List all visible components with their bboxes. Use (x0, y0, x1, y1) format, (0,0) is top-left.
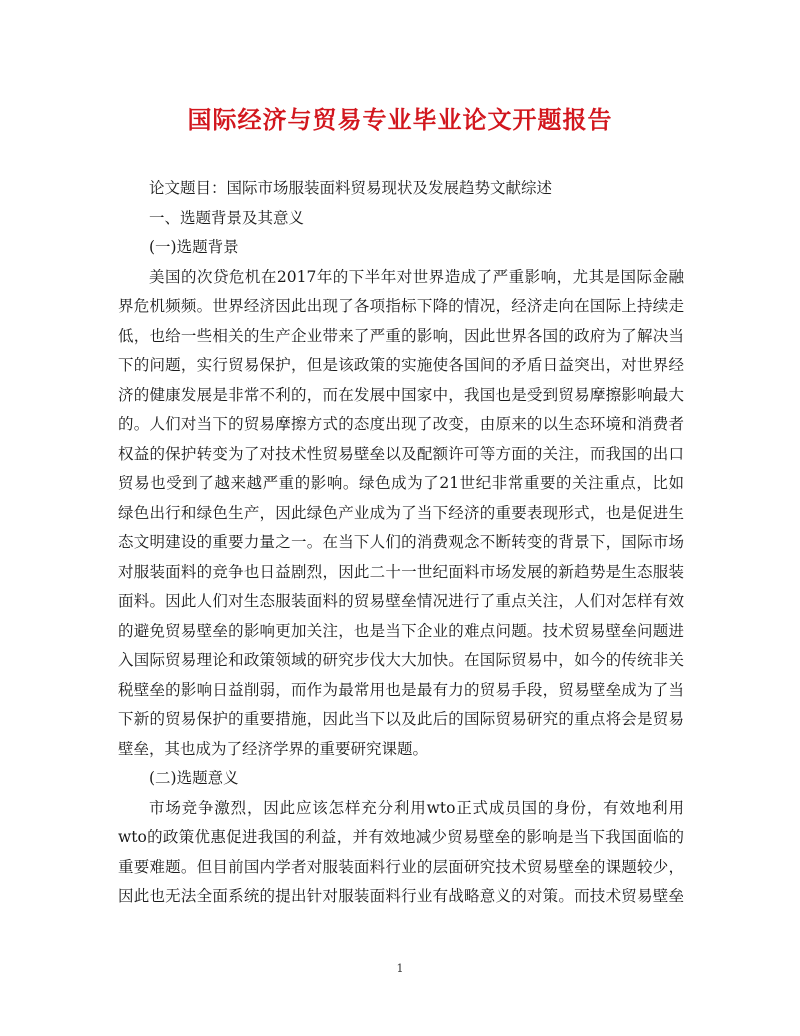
paragraph-line: 市场竞争激烈，因此应该怎样充分利用wto正式成员国的身份，有效地利用 (149, 798, 684, 817)
paragraph-line: 界危机频频。世界经济因此出现了各项指标下降的情况，经济走向在国际上持续走 (118, 297, 684, 315)
paragraph-line: 态文明建设的重要力量之一。在当下人们的消费观念不断转变的背景下，国际市场 (118, 533, 684, 551)
paragraph-line: 下新的贸易保护的重要措施，因此当下以及此后的国际贸易研究的重点将会是贸易 (118, 710, 684, 728)
paragraph-line: 贸易也受到了越来越严重的影响。绿色成为了21世纪非常重要的关注重点，比如 (118, 474, 684, 492)
paragraph-line: 重要难题。但目前国内学者对服装面料行业的层面研究技术贸易壁垒的课题较少， (118, 857, 684, 876)
paragraph-line: 面料。因此人们对生态服装面料的贸易壁垒情况进行了重点关注，人们对怎样有效 (118, 592, 684, 610)
subsection-heading-significance: (二)选题意义 (149, 769, 239, 787)
paragraph-line: 美国的次贷危机在2017年的下半年对世界造成了严重影响，尤其是国际金融 (149, 267, 684, 286)
paragraph-line: 低，也给一些相关的生产企业带来了严重的影响，因此世界各国的政府为了解决当 (118, 326, 684, 345)
subsection-heading-background: (一)选题背景 (149, 238, 239, 256)
paragraph-line: 税壁垒的影响日益削弱，而作为最常用也是最有力的贸易手段，贸易壁垒成为了当 (118, 680, 684, 699)
paragraph-line: 济的健康发展是非常不利的，而在发展中国家中，我国也是受到贸易摩擦影响最大 (118, 385, 684, 404)
paragraph-line-last: 壁垒，其也成为了经济学界的重要研究课题。 (118, 739, 429, 758)
document-title: 国际经济与贸易专业毕业论文开题报告 (187, 106, 613, 134)
page-number: 1 (396, 962, 404, 975)
paragraph-line: 绿色出行和绿色生产，因此绿色产业成为了当下经济的重要表现形式，也是促进生 (118, 503, 684, 522)
paragraph-line: 权益的保护转变为了对技术性贸易壁垒以及配额许可等方面的关注，而我国的出口 (118, 444, 684, 463)
paragraph-line: 对服装面料的竞争也日益剧烈，因此二十一世纪面料市场发展的新趋势是生态服装 (118, 562, 684, 581)
paragraph-line: 下的问题，实行贸易保护，但是该政策的实施使各国间的矛盾日益突出，对世界经 (118, 356, 684, 374)
section-heading-background: 一、选题背景及其意义 (149, 208, 305, 227)
paragraph-line: 入国际贸易理论和政策领域的研究步伐大大加快。在国际贸易中，如今的传统非关 (118, 651, 684, 669)
document-body (118, 174, 684, 912)
paragraph-line: 的避免贸易壁垒的影响更加关注，也是当下企业的难点问题。技术贸易壁垒问题进 (118, 621, 684, 640)
paragraph-line: wto的政策优惠促进我国的利益，并有效地减少贸易壁垒的影响是当下我国面临的 (118, 828, 684, 846)
paragraph-line: 的。人们对当下的贸易摩擦方式的态度出现了改变，由原来的以生态环境和消费者 (118, 415, 684, 433)
paragraph-line: 因此也无法全面系统的提出针对服装面料行业有战略意义的对策。而技术贸易壁垒 (118, 887, 684, 905)
paper-topic-line: 论文题目：国际市场服装面料贸易现状及发展趋势文献综述 (149, 179, 553, 197)
